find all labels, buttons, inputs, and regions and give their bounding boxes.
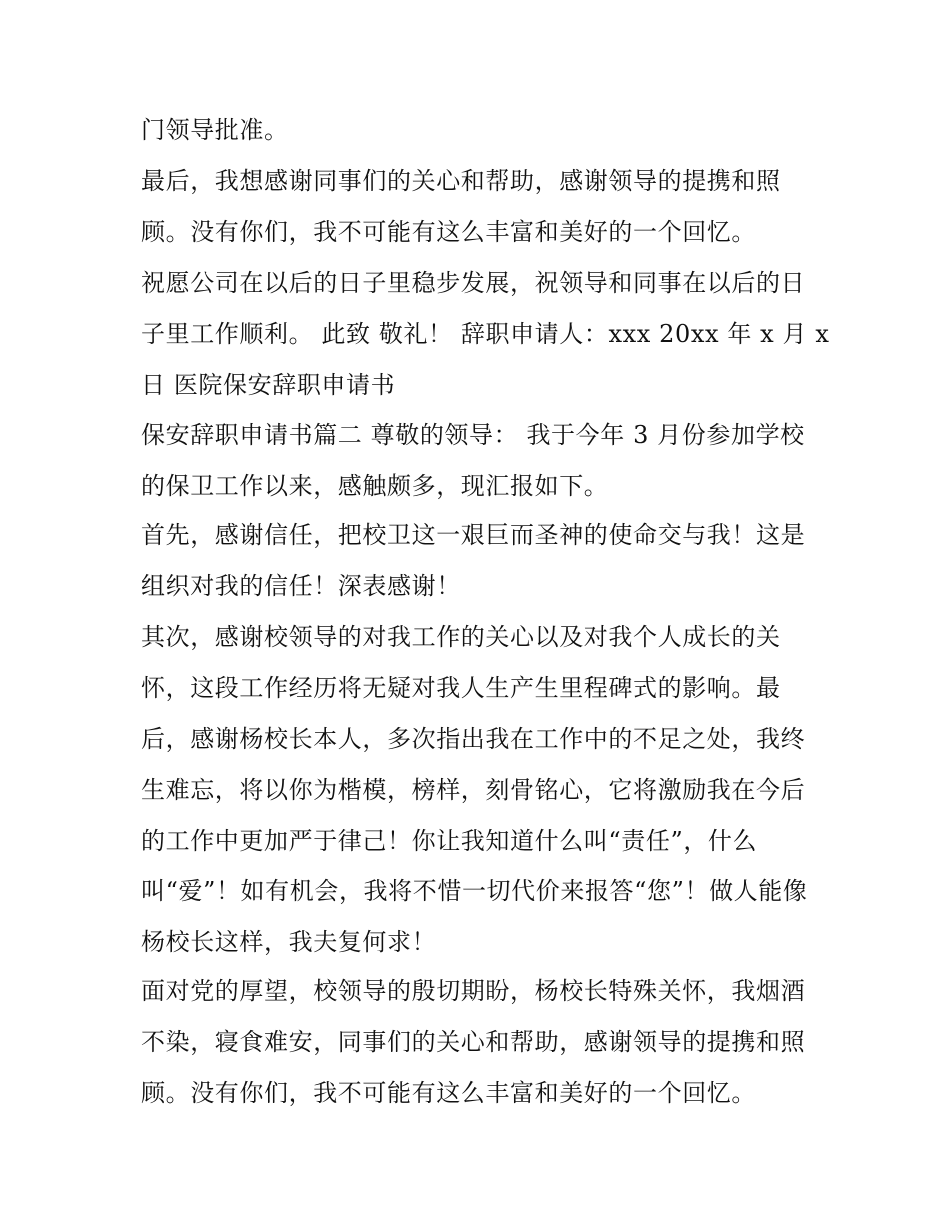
text-line: 叫“爱”！如有机会，我将不惜一切代价来报答“您”！做人能像 <box>141 877 808 905</box>
text-line: 最后，我想感谢同事们的关心和帮助，感谢领导的提携和照 <box>141 167 781 195</box>
text-line: 的工作中更加严于律己！你让我知道什么叫“责任”，什么 <box>141 827 758 855</box>
text-line: 的保卫工作以来，感触颇多，现汇报如下。 <box>141 472 609 500</box>
text-line: 后，感谢杨校长本人，多次指出我在工作中的不足之处，我终 <box>141 725 806 753</box>
text-line: 组织对我的信任！深表感谢！ <box>141 572 461 600</box>
text-line: 怀，这段工作经历将无疑对我人生产生里程碑式的影响。最 <box>141 674 781 702</box>
text-line: 首先，感谢信任，把校卫这一艰巨而圣神的使命交与我！这是 <box>141 521 806 549</box>
text-line: 日 医院保安辞职申请书 <box>141 371 396 399</box>
text-line: 不染，寝食难安，同事们的关心和帮助，感谢领导的提携和照 <box>141 1028 806 1056</box>
text-line: 顾。没有你们，我不可能有这么丰富和美好的一个回忆。 <box>141 218 756 246</box>
text-line: 其次，感谢校领导的对我工作的关心以及对我个人成长的关 <box>141 623 781 651</box>
text-line: 祝愿公司在以后的日子里稳步发展，祝领导和同事在以后的日 <box>141 269 806 297</box>
text-line: 子里工作顺利。 此致 敬礼！ 辞职申请人：xxx 20xx 年 x 月 x <box>141 320 830 348</box>
text-line: 杨校长这样，我夫复何求！ <box>141 928 437 956</box>
text-line: 门领导批准。 <box>141 116 289 144</box>
text-line: 保安辞职申请书篇二 尊敬的领导： 我于今年 3 月份参加学校 <box>141 421 805 449</box>
text-line: 顾。没有你们，我不可能有这么丰富和美好的一个回忆。 <box>141 1079 756 1107</box>
text-line: 生难忘，将以你为楷模，榜样，刻骨铭心，它将激励我在今后 <box>141 776 806 804</box>
text-line: 面对党的厚望，校领导的殷切期盼，杨校长特殊关怀，我烟酒 <box>141 977 806 1005</box>
